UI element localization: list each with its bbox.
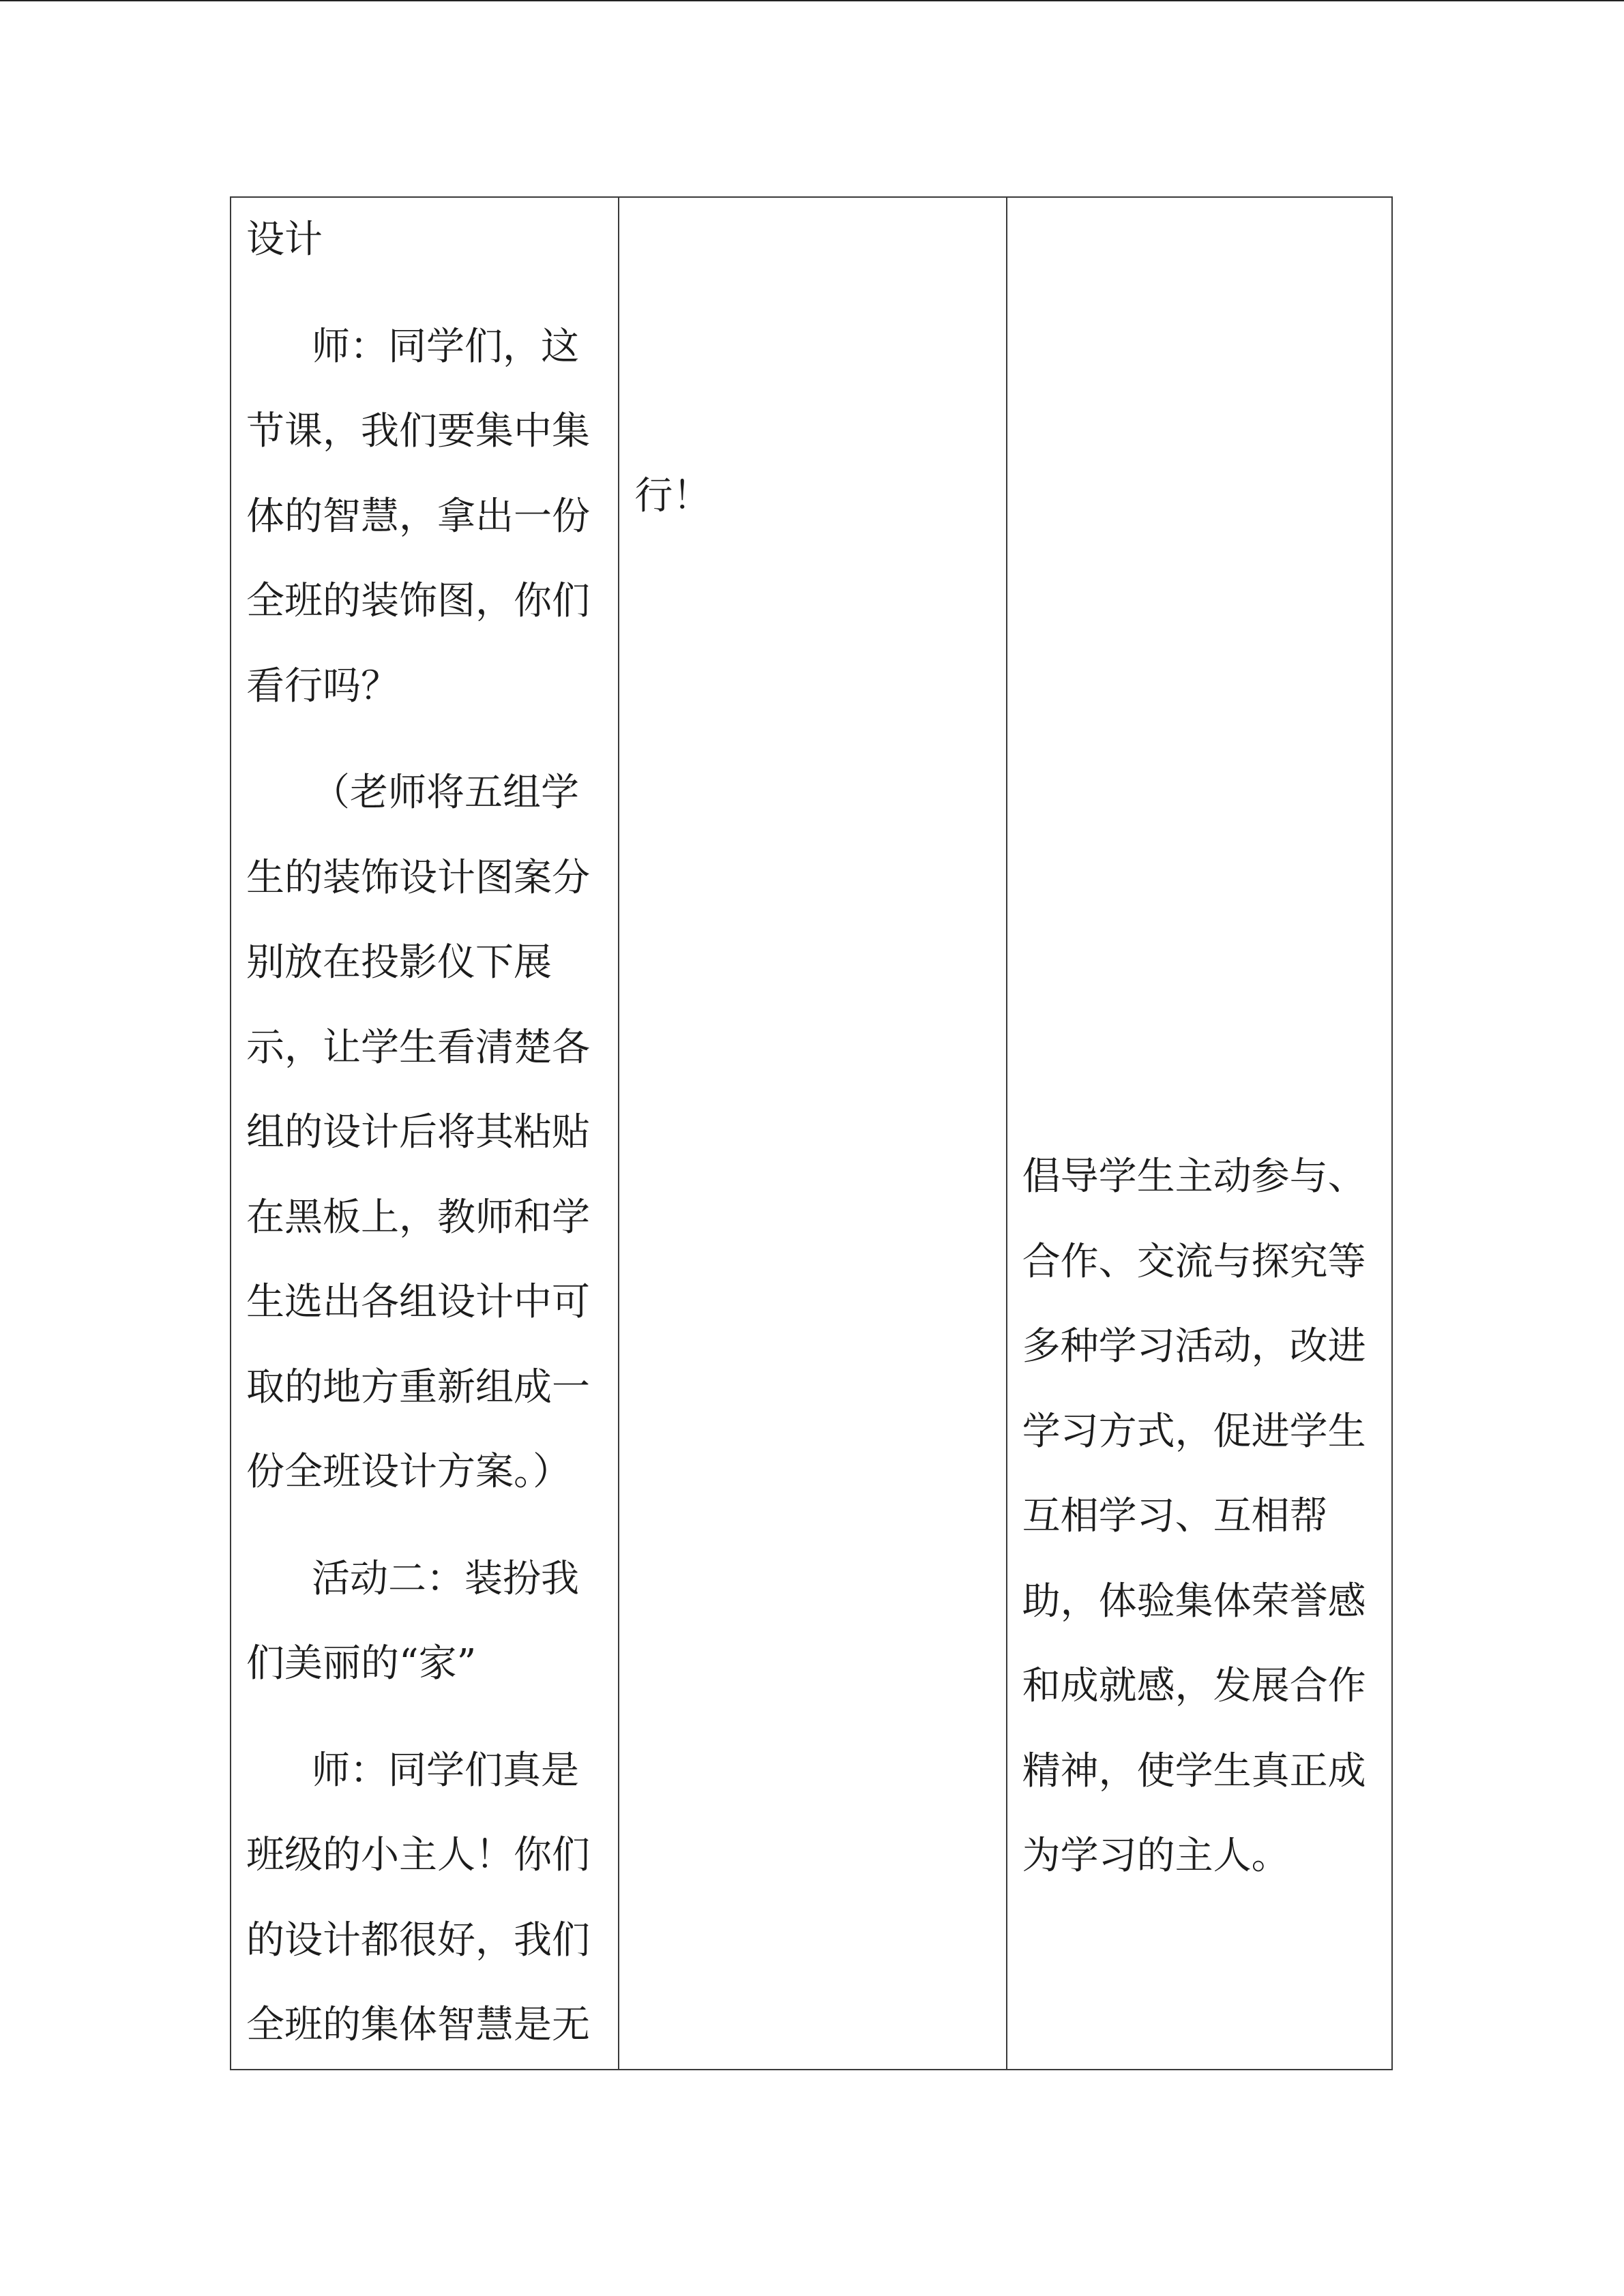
text-line: 的设计都很好，我们 <box>246 1918 590 1963</box>
paragraph <box>246 305 612 730</box>
paragraph <box>1022 1135 1386 1899</box>
text-line: 精神，使学生真正成 <box>1022 1748 1366 1793</box>
lesson-plan-table <box>230 196 1393 2070</box>
paragraph <box>246 751 612 1515</box>
text-line: （老师将五组学 <box>312 771 579 815</box>
text-line: 学习方式，促进学生 <box>1022 1409 1366 1454</box>
text-line: 份全班设计方案。） <box>246 1450 571 1494</box>
text-line: 助，体验集体荣誉感 <box>1022 1579 1366 1624</box>
text-line: 示，让学生看清楚各 <box>246 1025 590 1070</box>
student-activity-cell <box>618 198 1005 2069</box>
text-line: 取的地方重新组成一 <box>246 1365 590 1410</box>
page-top-rule <box>0 0 1624 1</box>
teaching-process-cell <box>231 198 618 2069</box>
text-line: 别放在投影仪下展 <box>246 940 552 985</box>
text-line: 行！ <box>634 474 711 518</box>
text-line: 合作、交流与探究等 <box>1022 1239 1366 1284</box>
text-line: 倡导学生主动参与、 <box>1022 1154 1366 1199</box>
text-line: 全班的集体智慧是无 <box>246 2003 590 2047</box>
text-line: 全班的装饰图，你们 <box>246 579 590 623</box>
text-line: 师：同学们真是 <box>312 1748 579 1793</box>
design-intent-cell <box>1006 198 1391 2069</box>
text-line: 和成就感，发展合作 <box>1022 1664 1366 1708</box>
text-line: 多种学习活动，改进 <box>1022 1324 1366 1369</box>
paragraph <box>246 1537 612 1707</box>
text-line: 生选出各组设计中可 <box>246 1280 590 1324</box>
text-line: 体的智慧，拿出一份 <box>246 494 590 539</box>
text-line: 互相学习、互相帮 <box>1022 1494 1328 1538</box>
text-line: 班级的小主人！你们 <box>246 1833 590 1877</box>
text-line: 设计 <box>246 218 323 262</box>
text-line: 师：同学们，这 <box>312 324 579 369</box>
paragraph <box>634 454 1000 539</box>
text-line: 为学习的主人。 <box>1022 1834 1290 1878</box>
text-line: 们美丽的“家” <box>246 1641 477 1686</box>
text-line: 生的装饰设计图案分 <box>246 855 590 900</box>
text-line: 活动二：装扮我 <box>312 1556 579 1601</box>
paragraph <box>246 1729 612 2068</box>
paragraph <box>246 198 612 283</box>
text-line: 节课，我们要集中集 <box>246 409 590 453</box>
text-line: 在黑板上，教师和学 <box>246 1195 590 1240</box>
text-line: 看行吗？ <box>246 664 399 709</box>
text-line: 组的设计后将其粘贴 <box>246 1110 590 1154</box>
